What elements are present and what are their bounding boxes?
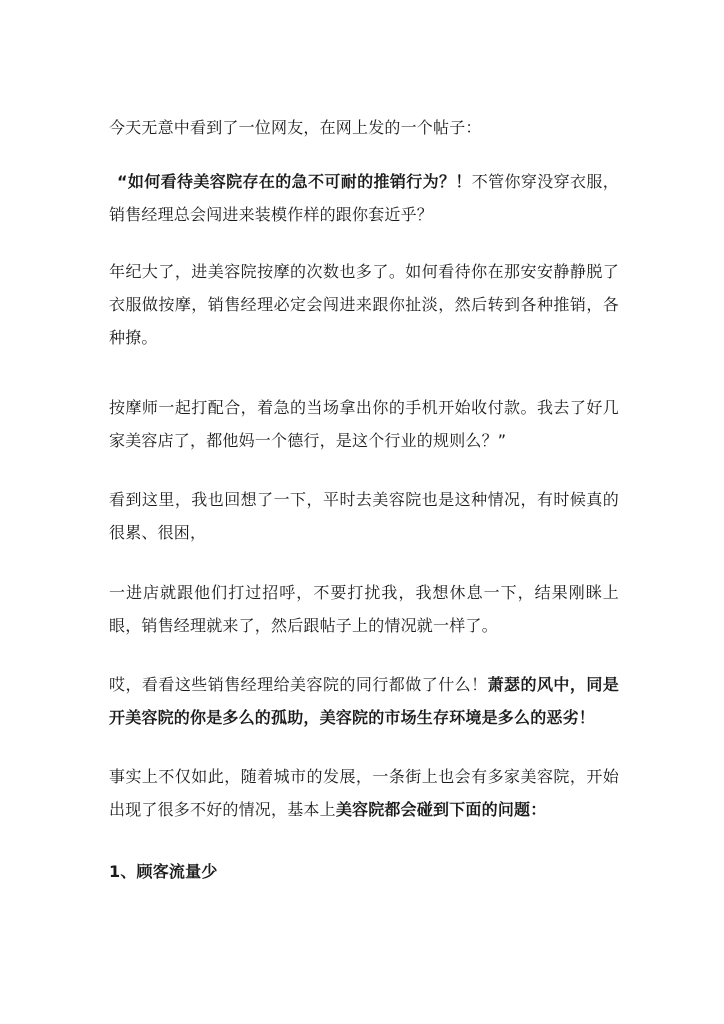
text-run: 事实上不仅如此，随着城市的发展，一条街上也会有多家美容院，开始出现了很多不好的情况，基本上 [109,767,619,819]
text-run: 一进店就跟他们打过招呼，不要打扰我，我想休息一下，结果刚眯上眼，销售经理就来了，然后跟帖子上的情况就一样了。 [109,583,619,635]
text-run-bold: “如何看待美容院存在的急不可耐的推销行为？！ [117,172,472,191]
section-heading-1 [109,855,619,888]
paragraph-quote-body-1 [109,255,619,354]
text-run: 今天无意中看到了一位网友，在网上发的一个帖子： [109,118,482,137]
paragraph-quoted-title [109,165,619,231]
text-run: 年纪大了，进美容院按摩的次数也多了。如何看待你在那安安静静脱了衣服做按摩，销售经理必定会闯进来跟你扯淡，然后转到各种推销，各种撩。 [109,262,619,347]
paragraph-reflection [109,483,619,549]
text-run-bold: 1、顾客流量少 [109,862,218,881]
paragraph-lament [109,668,619,734]
text-run: 哎，看看这些销售经理给美容院的同行都做了什么！ [109,675,488,694]
text-run-bold: 萧瑟的风中，同是开美容院的你是多么的孤助，美容院的市场生存环境是多么的恶劣！ [109,675,619,727]
paragraph-quote-body-2 [109,391,619,457]
text-run-bold: 美容院都会碰到下面的问题： [335,800,547,819]
text-run: 按摩师一起打配合，着急的当场拿出你的手机开始收付款。我去了好几家美容店了，都他妈一个德行，是这个行业的规则么？” [109,398,619,450]
text-run: 看到这里，我也回想了一下，平时去美容院也是这种情况，有时候真的很累、很困， [109,490,619,542]
paragraph-problems-intro [109,760,619,826]
text-run: 不管你穿没穿衣服，销售经理总会闯进来装模作样的跟你套近乎？ [109,172,619,224]
paragraph-experience [109,576,619,642]
paragraph-intro [109,111,619,144]
